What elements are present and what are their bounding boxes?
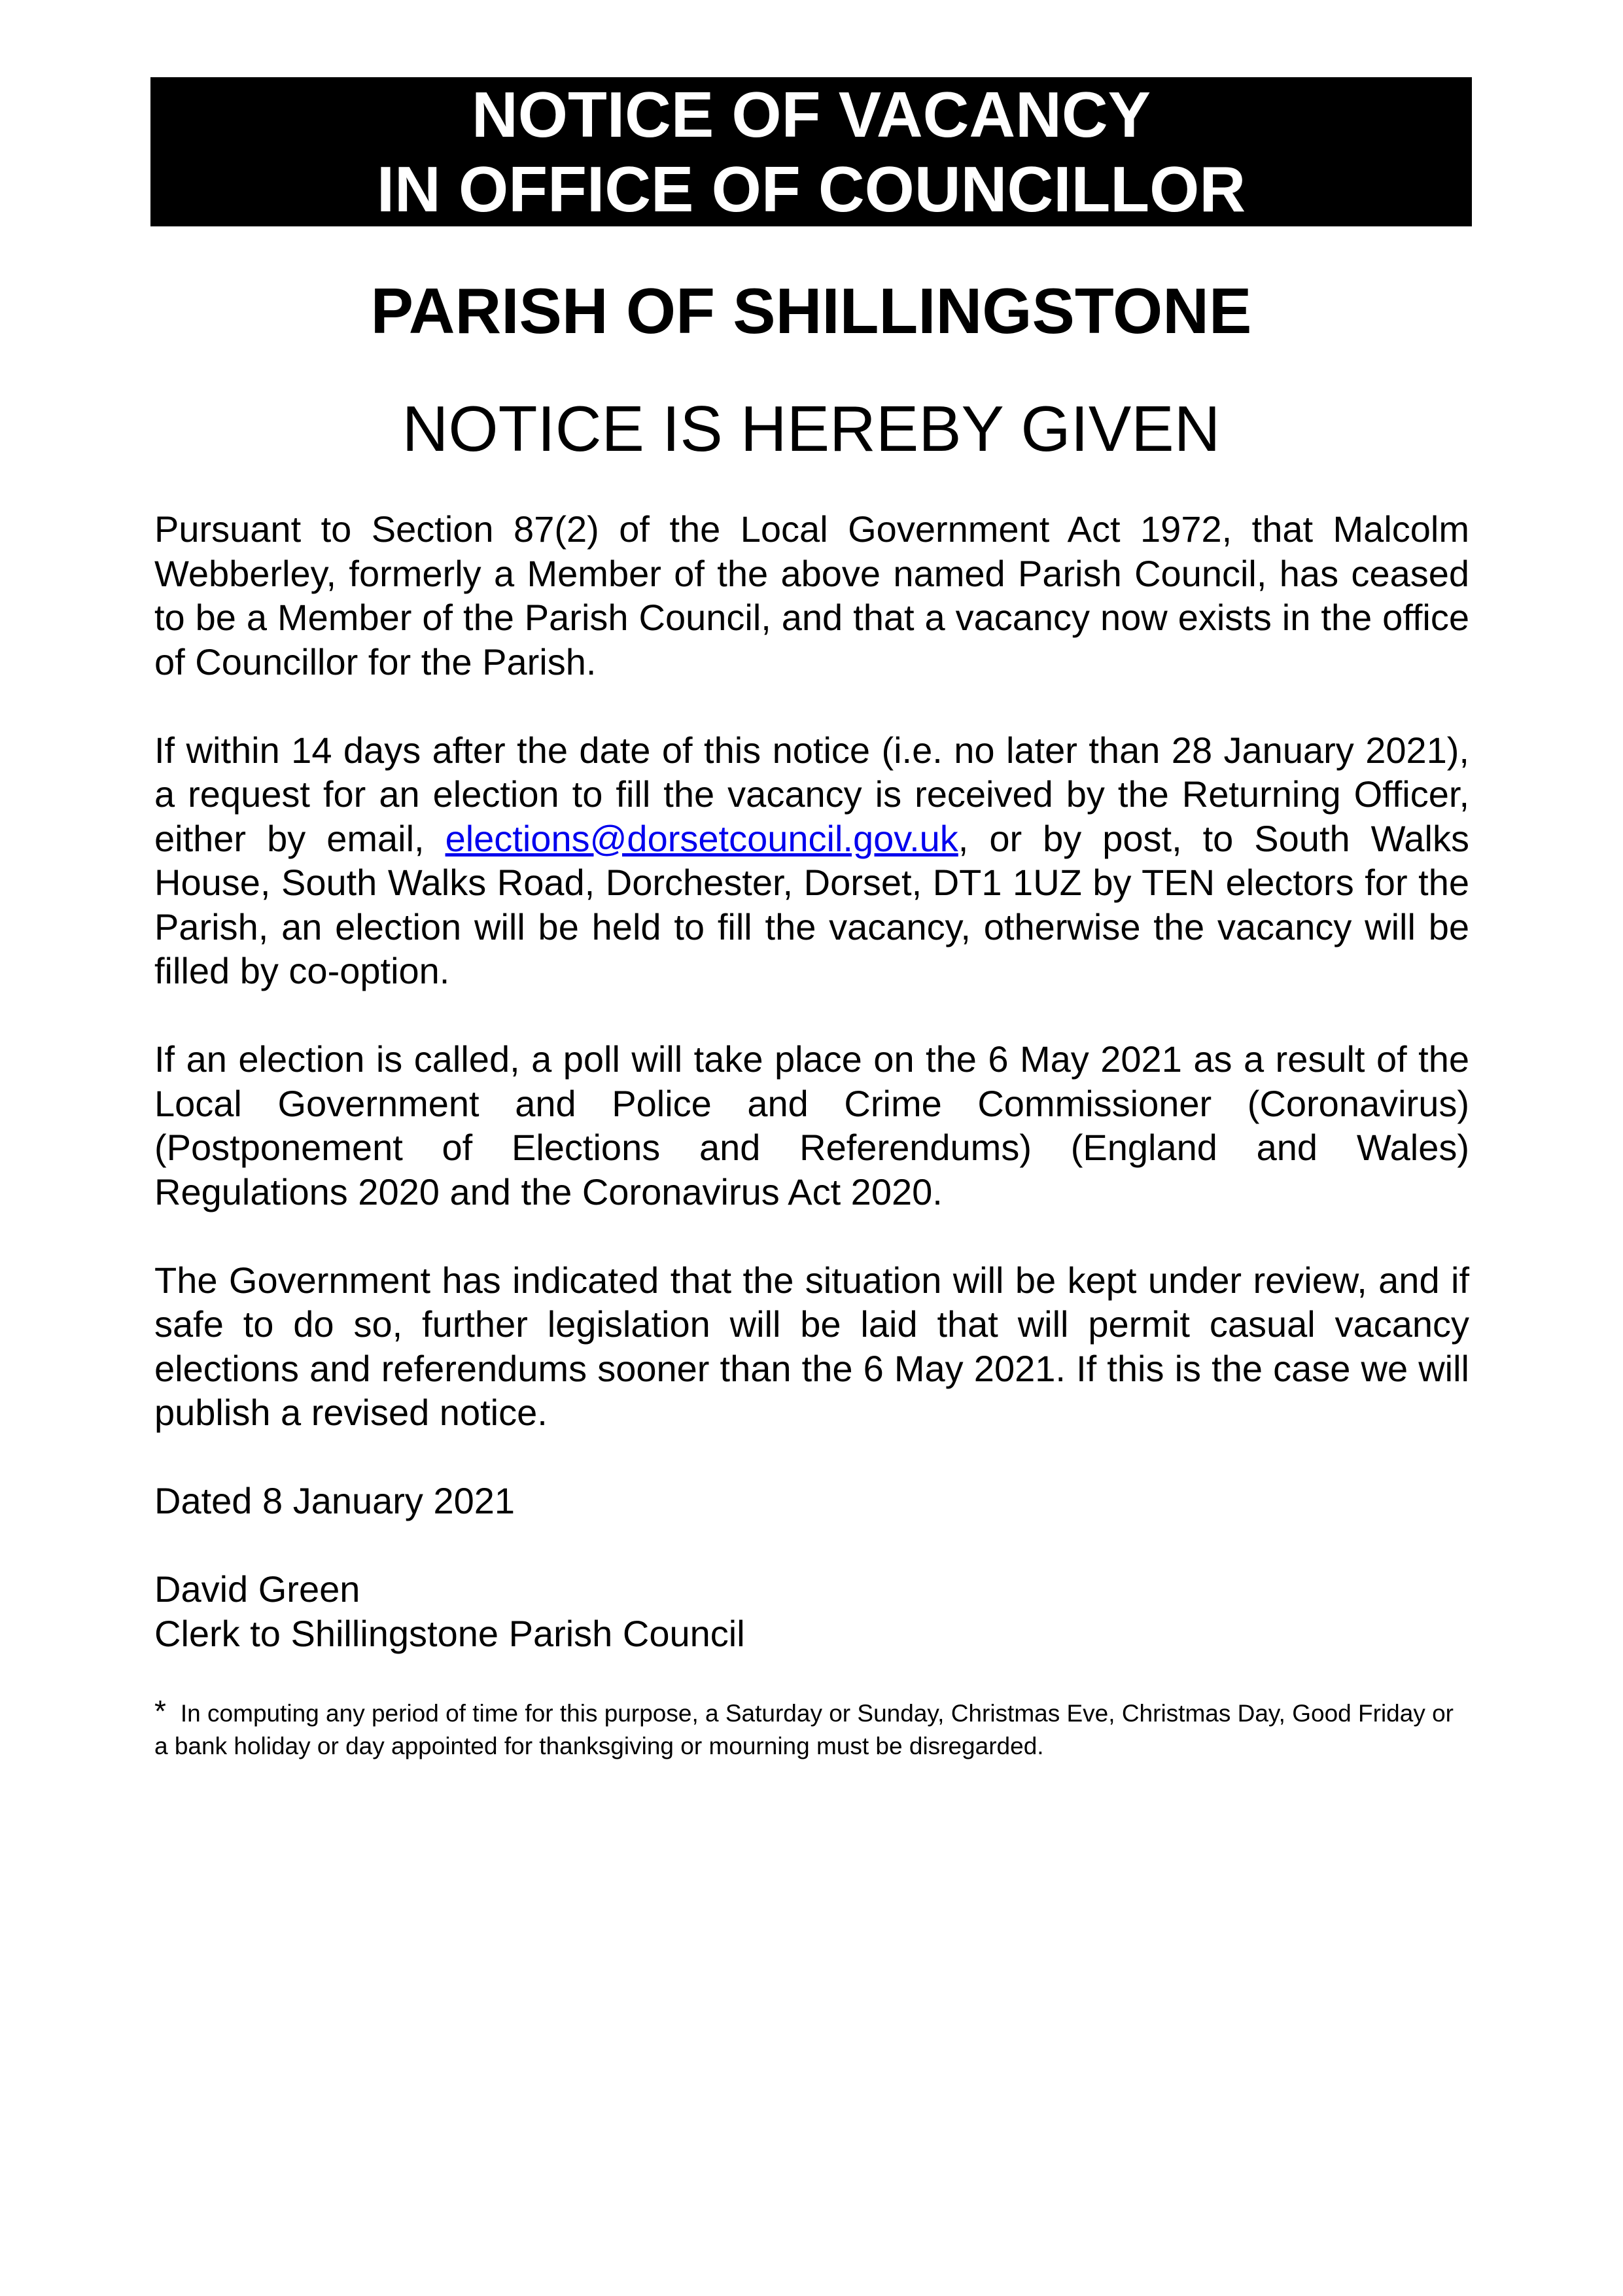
paragraph-election-request: [154, 728, 1469, 993]
paragraph-election-request-text-start: If within 14 days after the date of this notice (i.e. no later than 28 January 2021), a request for an election to fill the vacancy is received by the Returning Officer, either by email,: [154, 729, 1469, 859]
email-link[interactable]: elections@dorsetcouncil.gov.uk: [445, 817, 958, 859]
date-line: Dated 8 January 2021: [154, 1480, 515, 1521]
notice-heading: NOTICE IS HEREBY GIVEN: [402, 393, 1221, 465]
footnote: [154, 1695, 1469, 1763]
footnote-marker: *: [154, 1694, 166, 1728]
banner-line-2: IN OFFICE OF COUNCILLOR: [376, 153, 1246, 225]
notice-body: [154, 507, 1469, 1700]
paragraph-poll-date: If an election is called, a poll will take place on the 6 May 2021 as a result of the Local Government and Police and Crime Commissioner (Coronavirus) (Postponement of Elections and Referendums) (England and Wales) Regulations 2020 and the Coronavirus Act 2020.: [154, 1038, 1469, 1212]
signatory-name: David Green: [154, 1568, 360, 1610]
signature-block: [154, 1567, 1469, 1655]
paragraph-vacancy: Pursuant to Section 87(2) of the Local Government Act 1972, that Malcolm Webberley, formerly a Member of the above named Parish Council, has ceased to be a Member of the Parish Council, and that a vacancy now exists in the office of Councillor for the Parish.: [154, 508, 1469, 682]
signatory-title: Clerk to Shillingstone Parish Council: [154, 1612, 745, 1654]
title-banner: [150, 77, 1472, 226]
parish-heading: PARISH OF SHILLINGSTONE: [370, 275, 1252, 347]
paragraph-government-review: The Government has indicated that the situation will be kept under review, and if safe to do so, further legislation will be laid that will permit casual vacancy elections and referendums sooner than the 6 May 2021. If this is the case we will publish a revised notice.: [154, 1259, 1469, 1433]
banner-line-1: NOTICE OF VACANCY: [471, 79, 1151, 150]
footnote-text: In computing any period of time for this purpose, a Saturday or Sunday, Christmas Eve, Christmas Day, Good Friday or a bank holiday or day appointed for thanksgiving or mourning must be disregarded.: [154, 1700, 1454, 1759]
paragraph-election-request-text-end: , or by post, to South Walks House, South Walks Road, Dorchester, Dorset, DT1 1UZ by TEN electors for the Parish, an election will be held to fill the vacancy, otherwise the vacancy will be filled by co-option.: [154, 817, 1469, 991]
